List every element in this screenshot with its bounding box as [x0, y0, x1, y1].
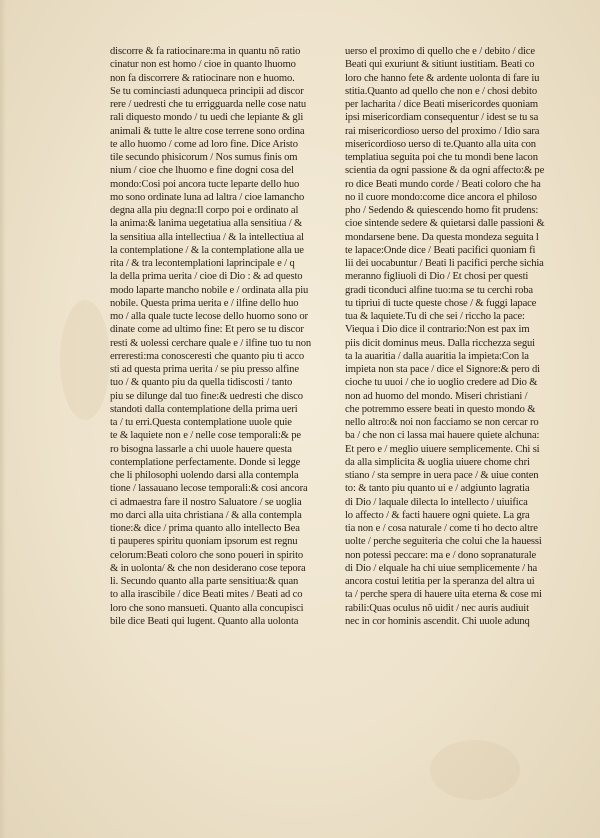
text-line: tione:& dice / prima quanto allo intellecto Bea [110, 523, 300, 534]
text-line: ta / perche spera di hauere uita eterna & cose mi [345, 589, 542, 601]
text-line: Viequa i Dio dice il contrario:Non est pax im [345, 324, 530, 336]
text-line: sti ad questa prima uerita / se piu presso alfine [110, 364, 299, 375]
text-line: nobile. Questa prima uerita e / ilfine dello huo [110, 297, 299, 309]
text-line: meranno figliuoli di Dio / Et chosi per questi [345, 271, 529, 283]
text-line: modo laparte mancho nobile e / ordinata alla piu [110, 284, 309, 296]
text-line: rabili:Quas oculus nõ uidit / nec auris audiuit [345, 602, 529, 614]
text-line: erreresti:ma conosceresti che quanto piu ti acco [110, 350, 304, 362]
text-line: piu se dilunge dal tuo fine:& uedresti che disco [110, 390, 303, 402]
text-line: la sensitiua alla intellectiua / & la intellectiua al [110, 231, 304, 243]
text-line: contemplatione perfectamente. Donde si legge [110, 456, 301, 468]
text-line: ba / che non ci lassa mai hauere quiete alchuna: [345, 430, 540, 442]
text-line: tuo / & quanto piu da quella tidiscosti / tanto [110, 377, 293, 389]
text-line: cioe sintende sedere & quietarsi dalle passioni & [345, 218, 545, 230]
text-line: rali diquesto mondo / tu uedi che lepiante & gli [110, 112, 304, 124]
text-line: non ad huomo del mondo. Miseri christiani / [345, 390, 528, 402]
text-line: ta / tu erri.Questa contemplatione uuole quie [110, 417, 292, 428]
text-line: stitia.Quanto ad quello che non e / chosi debito [345, 85, 537, 97]
text-line: tia non e / cosa naturale / come ti ho decto altre [345, 523, 538, 534]
text-line: loro che sono mansueti. Quanto alla concupisci [110, 602, 304, 614]
text-line: tile secundo phisicorum / Nos sumus finis om [110, 152, 298, 163]
text-line: scientia da ogni passione & da ogni affecto:& pe [345, 165, 545, 177]
text-line: nec in cor hominis ascendit. Chi uuole adunq [345, 615, 530, 627]
text-line: discorre & fa ratiocinare:ma in quantu nõ ratio [110, 46, 301, 57]
text-line: tua & laquiete.Tu di che sei / riccho la pace: [345, 311, 525, 322]
text-line: stiano / sta sempre in uera pace / & uiue conten [345, 470, 539, 481]
left-text-column [110, 45, 348, 628]
text-line: gradi ticonduci alfine tuo:ma se tu cerchi roba [345, 284, 533, 296]
text-line: ti pauperes spiritu quoniam ipsorum est regnu [110, 536, 298, 548]
text-line: nello altro:& noi non facciamo se non cercar ro [345, 417, 539, 428]
text-line: mondarsene bene. Da questa mondeza seguita l [345, 231, 539, 243]
text-line: mondo:Cosi poi ancora tucte leparte dello huo [110, 178, 300, 190]
text-line: te lapace:Onde dice / Beati pacifici quoniam fi [345, 244, 536, 256]
text-line: per lacharita / dice Beati misericordes quoniam [345, 99, 538, 110]
text-line: cinatur non est homo / cioe in quanto lhuomo [110, 59, 296, 71]
text-line: misericordioso uerso di te.Quanto alla uita con [345, 138, 536, 150]
text-line: pho / Sedendo & quiescendo homo fit prudens: [345, 205, 539, 216]
paper-stain [430, 740, 520, 800]
text-line: di Dio / laquale dilecta lo intellecto / uiuifica [345, 496, 528, 508]
text-line: no il cuore mondo:come dice ancora el philoso [345, 191, 537, 203]
text-line: templatiua seguita poi che tu mondi bene lacon [345, 152, 538, 163]
text-line: resti & uolessi cerchare quale e / ilfine tuo tu non [110, 337, 312, 349]
text-line: mo / alla quale tucte lecose dello huomo sono or [110, 311, 308, 322]
text-line: cioche tu uuoi / che io uoglio credere ad Dio & [345, 377, 538, 389]
text-line: di Dio / elquale ha chi uiue semplicemente / ha [345, 562, 538, 574]
text-line: ro dice Beati mundo corde / Beati coloro che ha [345, 178, 541, 190]
text-line: te & laquiete non e / nelle cose temporali:& pe [110, 430, 301, 442]
text-line: ta la auaritia / dalla auaritia la impieta:Con la [345, 350, 529, 362]
text-line: impieta non sta pace / dice el Signore:& pero di [345, 364, 540, 375]
text-line: la anima:& lanima uegetatiua alla sensitiua / & [110, 218, 303, 230]
text-line: mo sono ordinate luna ad laltra / cioe lamancho [110, 191, 305, 203]
text-line: piis dicit dominus meus. Dalla ricchezza segui [345, 337, 535, 349]
text-line: non potessi peccare: ma e / dono sopranaturale [345, 549, 537, 561]
page-edge-shadow [0, 0, 6, 838]
text-line: Se tu cominciasti adunqueca principii ad discor [110, 85, 304, 97]
text-line: ci admaestra fare il nostro Saluatore / se uoglia [110, 496, 302, 508]
text-line: mo darci alla uita christiana / & alla contempla [110, 509, 302, 521]
text-line: uerso el proximo di quello che e / debito / dice [345, 46, 535, 57]
text-line: to alla irascibile / dice Beati mites / Beati ad co [110, 589, 303, 601]
text-line: standoti dalla contemplatione della prima ueri [110, 403, 298, 415]
text-line: tu tipriui di tucte queste chose / & fuggi lapace [345, 297, 537, 309]
text-line: animali & tutte le altre cose terrene sono ordina [110, 125, 305, 137]
text-line: che potremmo essere beati in questo mondo & [345, 403, 536, 415]
text-line: ro bisogna lassarle a chi uuole hauere questa [110, 443, 292, 455]
text-line: lii dei uocabuntur / Beati li pacifici perche sichia [345, 258, 544, 269]
paper-stain [60, 300, 110, 420]
text-line: rai misericordioso uerso del proximo / Idio sara [345, 125, 540, 137]
text-line: nium / cioe che lhuomo e fine dogni cosa del [110, 165, 294, 177]
text-line: la contemplatione / & la contemplatione alla ue [110, 244, 304, 256]
text-line: Et pero e / meglio uiuere semplicemente. Chi si [345, 443, 540, 455]
text-line: celorum:Beati coloro che sono poueri in spirito [110, 549, 304, 561]
text-line: rita / & tra lecontemplationi laprincipale e / q [110, 258, 295, 269]
text-line: che li philosophi uolendo darsi alla contempla [110, 470, 299, 481]
text-line: non fa discorrere & ratiocinare non e huomo. [110, 72, 295, 84]
text-line: bile dice Beati qui lugent. Quanto alla uolonta [110, 615, 299, 627]
text-line: & in uolonta/ & che non desiderano cose tepora [110, 562, 306, 574]
text-line: ipsi misericordiam consequentur / idest se tu sa [345, 112, 539, 124]
text-line: lo affecto / & facti hauere ogni quiete. La gra [345, 509, 530, 521]
text-line: tione / lassauano lecose temporali:& cosi ancora [110, 483, 308, 495]
text-line: dinate come ad ultimo fine: Et pero se tu discor [110, 324, 304, 336]
text-line: to: & tanto piu quanto ui e / adgiunto lagratia [345, 483, 530, 495]
text-line: la della prima uerita / cioe di Dio : & ad questo [110, 271, 303, 283]
text-line: degna alla piu degna:Il corpo poi e ordinato al [110, 205, 299, 216]
text-line: Beati qui exuriunt & sitiunt iustitiam. Beati co [345, 59, 535, 71]
text-line: ancora costui letitia per la speranza del altra ui [345, 576, 535, 587]
text-line: te allo huomo / come ad loro fine. Dice Aristo [110, 138, 298, 150]
text-line: li. Secundo quanto alla parte sensitiua:& quan [110, 576, 299, 587]
text-line: da alla simplicita & uoglia uiuere chome chri [345, 456, 530, 468]
right-text-column [345, 45, 583, 628]
text-line: loro che hanno fete & ardente uolonta di fare iu [345, 72, 540, 84]
text-line: uolte / perche seguiteria che colui che la hauessi [345, 536, 542, 548]
text-line: rere / uedresti che tu errigguarda nelle cose natu [110, 99, 307, 110]
